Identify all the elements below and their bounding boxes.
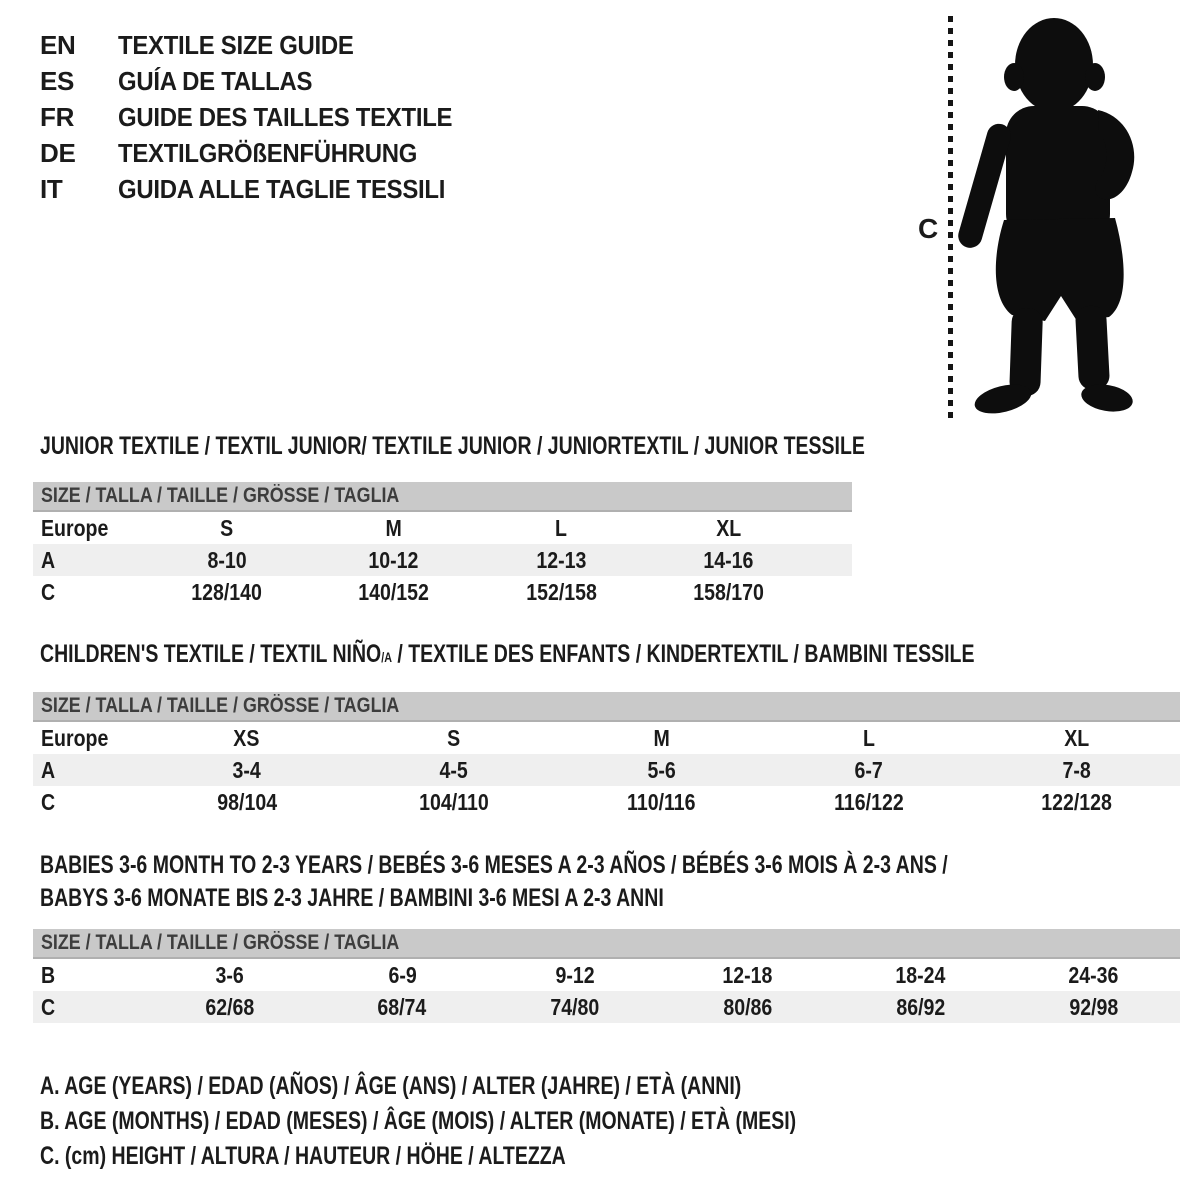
size-cell — [310, 579, 477, 606]
height-measure-label: C — [918, 213, 939, 244]
size-cell — [558, 789, 765, 816]
row-label-text: A — [41, 756, 56, 783]
size-cell-text: 158/170 — [693, 578, 764, 605]
title-subscript: /A — [381, 650, 392, 665]
size-cell-text: M — [385, 514, 403, 541]
size-cell-text: S — [447, 724, 461, 751]
height-measure-dashed-line — [948, 16, 953, 418]
title-suffix: / TEXTILE DES ENFANTS / KINDERTEXTIL / BAMBINI TESSILE — [391, 640, 975, 668]
language-row-it — [40, 171, 481, 207]
size-cell — [645, 515, 812, 542]
size-cell-text: 7-8 — [1062, 756, 1091, 783]
size-cell-text: 110/116 — [627, 788, 696, 815]
babies-size-table — [33, 929, 1180, 1023]
size-cell — [765, 757, 972, 784]
size-header-bar — [33, 929, 1180, 959]
language-row-en — [40, 27, 481, 63]
row-label — [33, 757, 143, 784]
babies-section-title — [40, 849, 1200, 915]
language-label: TEXTILE SIZE GUIDE — [118, 29, 354, 60]
row-label-text: C — [41, 788, 56, 815]
row-label-text: Europe — [41, 514, 109, 541]
language-title-list — [40, 27, 481, 207]
size-cell — [558, 725, 765, 752]
size-cell-text: 12-18 — [722, 961, 773, 988]
size-cell-text: 8-10 — [207, 546, 247, 573]
size-header-bar — [33, 482, 852, 512]
row-label-text: A — [41, 546, 56, 573]
title-prefix: CHILDREN'S TEXTILE / TEXTIL NIÑO — [40, 640, 382, 668]
size-cell-text: 3-6 — [215, 961, 244, 988]
size-cell-text: 128/140 — [191, 578, 262, 605]
size-cell — [973, 789, 1180, 816]
size-cell — [834, 994, 1007, 1021]
size-cell — [478, 579, 645, 606]
size-cell-text: 80/86 — [723, 993, 773, 1020]
row-label — [33, 962, 143, 989]
language-code: EN — [40, 29, 76, 60]
legend-line-b-text: B. AGE (MONTHS) / EDAD (MESES) / ÂGE (MOIS) / ALTER (MONATE) / ETÀ (MESI) — [40, 1107, 797, 1135]
size-cell-text: XL — [715, 514, 741, 541]
size-cell — [1007, 994, 1180, 1021]
size-cell-text: XL — [1063, 724, 1089, 751]
size-cell — [143, 579, 310, 606]
size-cell — [350, 757, 557, 784]
size-cell — [558, 757, 765, 784]
size-cell — [143, 789, 350, 816]
size-cell — [478, 515, 645, 542]
legend-line-a-text: A. AGE (YEARS) / EDAD (AÑOS) / ÂGE (ANS) / ALTER (JAHRE) / ETÀ (ANNI) — [40, 1072, 742, 1100]
size-cell — [310, 515, 477, 542]
row-label-text: Europe — [41, 724, 109, 751]
size-cell-text: 24-36 — [1068, 961, 1119, 988]
size-cell — [350, 789, 557, 816]
size-cell-text: 68/74 — [377, 993, 427, 1020]
legend-line-c-text: C. (cm) HEIGHT / ALTURA / HAUTEUR / HÖHE / ALTEZZA — [40, 1142, 566, 1170]
size-cell-text: 140/152 — [358, 578, 430, 605]
row-label — [33, 725, 143, 752]
size-cell — [645, 579, 812, 606]
size-cell — [1007, 962, 1180, 989]
size-header-label: SIZE / TALLA / TAILLE / GRÖSSE / TAGLIA — [41, 931, 400, 954]
size-cell-text: 5-6 — [647, 756, 676, 783]
size-cell-text: 14-16 — [703, 546, 754, 573]
row-label — [33, 994, 143, 1021]
size-cell — [143, 962, 316, 989]
legend-line-b — [40, 1104, 1009, 1139]
babies-title-line1 — [40, 849, 1200, 882]
table-row-europe — [33, 722, 1180, 754]
size-cell-text: L — [862, 724, 875, 751]
size-cell — [143, 515, 310, 542]
babies-title-line2-text: BABYS 3-6 MONATE BIS 2-3 JAHRE / BAMBINI 3-6 MESI A 2-3 ANNI — [40, 884, 664, 912]
language-label: GUIDA ALLE TAGLIE TESSILI — [118, 173, 446, 204]
size-cell — [489, 962, 662, 989]
row-label-text: C — [41, 993, 56, 1020]
row-label-text: C — [41, 578, 56, 605]
size-cell-text: L — [555, 514, 568, 541]
size-cell-text: 86/92 — [896, 993, 946, 1020]
size-cell — [661, 994, 834, 1021]
legend-line-c — [40, 1139, 1009, 1174]
size-cell — [316, 994, 489, 1021]
table-row-months — [33, 959, 1180, 991]
language-code: FR — [40, 101, 75, 132]
language-code: ES — [40, 65, 75, 96]
size-cell — [834, 962, 1007, 989]
size-cell — [478, 547, 645, 574]
language-label: GUIDE DES TAILLES TEXTILE — [118, 101, 453, 132]
row-label — [33, 579, 143, 606]
language-row-es — [40, 63, 481, 99]
table-row-height — [33, 991, 1180, 1023]
language-label: TEXTILGRÖßENFÜHRUNG — [118, 137, 418, 168]
size-cell — [765, 725, 972, 752]
measurement-legend — [40, 1069, 1009, 1174]
size-cell-text: 10-12 — [368, 546, 419, 573]
size-cell-text: 122/128 — [1040, 788, 1112, 815]
babies-title-line1-text: BABIES 3-6 MONTH TO 2-3 YEARS / BEBÉS 3-6 MESES A 2-3 AÑOS / BÉBÉS 3-6 MOIS À 2-3 ANS / — [40, 851, 948, 879]
size-cell-text: 9-12 — [555, 961, 595, 988]
junior-size-table — [33, 482, 852, 608]
size-cell — [143, 757, 350, 784]
table-row-height — [33, 786, 1180, 818]
legend-line-a — [40, 1069, 1009, 1104]
size-cell-text: 3-4 — [232, 756, 261, 783]
children-section-title — [40, 641, 1200, 671]
language-row-fr — [40, 99, 481, 135]
size-cell-text: 62/68 — [204, 993, 254, 1020]
size-header-bar — [33, 692, 1180, 722]
size-cell — [645, 547, 812, 574]
size-header-label: SIZE / TALLA / TAILLE / GRÖSSE / TAGLIA — [41, 484, 400, 507]
row-label — [33, 789, 143, 816]
size-cell — [143, 547, 310, 574]
size-cell-text: M — [653, 724, 670, 751]
toddler-silhouette-icon — [958, 14, 1148, 420]
language-code: IT — [40, 173, 63, 204]
language-row-de — [40, 135, 481, 171]
size-cell-text: 74/80 — [550, 993, 600, 1020]
table-row-age — [33, 754, 1180, 786]
table-row-height — [33, 576, 852, 608]
size-header-label: SIZE / TALLA / TAILLE / GRÖSSE / TAGLIA — [41, 694, 400, 717]
row-label — [33, 515, 143, 542]
language-code: DE — [40, 137, 76, 168]
junior-section-title-text: JUNIOR TEXTILE / TEXTIL JUNIOR/ TEXTILE JUNIOR / JUNIORTEXTIL / JUNIOR TESSILE — [40, 432, 865, 460]
children-size-table — [33, 692, 1180, 818]
size-cell-text: 98/104 — [216, 788, 277, 815]
size-cell — [350, 725, 557, 752]
size-cell-text: S — [220, 514, 234, 541]
size-cell-text: 92/98 — [1069, 993, 1119, 1020]
size-cell-text: 152/158 — [525, 578, 597, 605]
size-cell — [143, 994, 316, 1021]
size-cell-text: 18-24 — [895, 961, 946, 988]
row-label — [33, 547, 143, 574]
babies-title-line2 — [40, 882, 1200, 915]
size-cell-text: 12-13 — [536, 546, 587, 573]
table-row-age — [33, 544, 852, 576]
size-cell — [316, 962, 489, 989]
table-row-europe — [33, 512, 852, 544]
size-cell-text: XS — [233, 724, 260, 751]
size-cell — [143, 725, 350, 752]
row-label-text: B — [41, 961, 56, 988]
language-label: GUÍA DE TALLAS — [118, 65, 313, 96]
size-cell-text: 104/110 — [419, 788, 489, 815]
junior-section-title — [40, 433, 1098, 459]
size-cell-text: 116/122 — [834, 788, 904, 815]
size-cell — [489, 994, 662, 1021]
children-section-title-text — [40, 641, 974, 671]
size-cell-text: 6-7 — [854, 756, 884, 783]
size-cell — [973, 725, 1180, 752]
size-cell — [661, 962, 834, 989]
size-cell-text: 4-5 — [439, 756, 469, 783]
size-cell — [765, 789, 972, 816]
size-cell — [310, 547, 477, 574]
size-cell-text: 6-9 — [388, 961, 417, 988]
size-cell — [973, 757, 1180, 784]
